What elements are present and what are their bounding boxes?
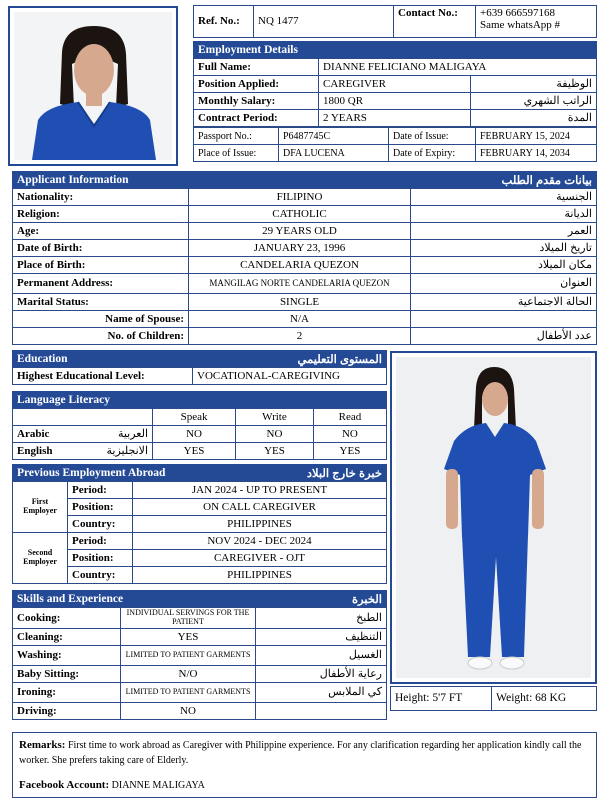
employment-header: Employment Details: [193, 41, 597, 58]
washing-value: LIMITED TO PATIENT GARMENTS: [121, 645, 256, 665]
pob-ar: مكان الميلاد: [411, 257, 597, 274]
driving-value: NO: [121, 702, 256, 719]
remarks-text-line: [19, 738, 590, 768]
marital-ar: الحالة الاجتماعية: [411, 294, 597, 311]
skills-section: [12, 590, 387, 720]
expiry-date-label: Date of Expiry:: [389, 145, 476, 162]
marital-value: SINGLE: [189, 294, 411, 311]
passport-no-label: Passport No.:: [194, 128, 279, 145]
pob-value: CANDELARIA QUEZON: [189, 257, 411, 274]
language-section: [12, 391, 387, 460]
ironing-ar: كي الملابس: [256, 682, 387, 702]
contract-value: 2 YEARS: [319, 110, 471, 127]
first-employer-label: First Employer: [13, 482, 68, 533]
previous-employment-header: Previous Employment Abroad خبرة خارج البلاد: [12, 464, 387, 481]
remarks-text: First time to work abroad as Caregiver with Philippine experience. For any clarification regarding her application kindly call the worker. She prefers taking care of Elderly.: [19, 740, 582, 766]
cleaning-value: YES: [121, 628, 256, 645]
education-section: [12, 350, 387, 385]
remarks-box: [12, 732, 597, 798]
arabic-speak: NO: [153, 426, 236, 443]
cooking-label: Cooking:: [13, 608, 121, 629]
ironing-value: LIMITED TO PATIENT GARMENTS: [121, 682, 256, 702]
position-ar: الوظيفة: [471, 76, 597, 93]
spouse-ar: [411, 311, 597, 328]
ref-value: NQ 1477: [254, 6, 394, 38]
address-label: Permanent Address:: [13, 274, 189, 294]
second-position-label: Position:: [68, 550, 133, 567]
issue-date-label: Date of Issue:: [389, 128, 476, 145]
babysitting-ar: رعاية الأطفال: [256, 665, 387, 682]
arabic-row-label: Arabic العربية: [13, 426, 153, 443]
babysitting-label: Baby Sitting:: [13, 665, 121, 682]
religion-label: Religion:: [13, 206, 189, 223]
salary-value: 1800 QR: [319, 93, 471, 110]
first-country-value: PHILIPPINES: [133, 516, 387, 533]
english-write: YES: [236, 443, 314, 460]
employment-section: [193, 41, 597, 162]
children-value: 2: [189, 328, 411, 345]
second-period-label: Period:: [68, 533, 133, 550]
full-body-photo-frame: [390, 351, 597, 684]
applicant-section: [12, 171, 597, 345]
marital-label: Marital Status:: [13, 294, 189, 311]
children-label: No. of Children:: [13, 328, 189, 345]
first-period-value: JAN 2024 - UP TO PRESENT: [133, 482, 387, 499]
applicant-header: Applicant Information بيانات مقدم الطلب: [12, 171, 597, 188]
facebook-label: Facebook Account:: [19, 779, 110, 792]
first-country-label: Country:: [68, 516, 133, 533]
children-ar: عدد الأطفال: [411, 328, 597, 345]
position-label: Position Applied:: [194, 76, 319, 93]
spouse-label: Name of Spouse:: [13, 311, 189, 328]
pob-label: Place of Birth:: [13, 257, 189, 274]
ironing-label: Ironing:: [13, 682, 121, 702]
portrait-photo-frame: [8, 6, 178, 166]
age-ar: العمر: [411, 223, 597, 240]
nationality-label: Nationality:: [13, 189, 189, 206]
english-row-label: English الانجليزية: [13, 443, 153, 460]
age-label: Age:: [13, 223, 189, 240]
education-value: VOCATIONAL-CAREGIVING: [193, 368, 387, 385]
english-read: YES: [313, 443, 386, 460]
speak-col-header: Speak: [153, 409, 236, 426]
first-period-label: Period:: [68, 482, 133, 499]
cleaning-label: Cleaning:: [13, 628, 121, 645]
cooking-ar: الطبخ: [256, 608, 387, 629]
expiry-date-value: FEBRUARY 14, 2034: [476, 145, 597, 162]
second-employer-label: Second Employer: [13, 533, 68, 584]
driving-ar: [256, 702, 387, 719]
skills-header: Skills and Experience الخبرة: [12, 590, 387, 607]
measurements-box: [390, 686, 597, 711]
contact-note: Same whatsApp #: [480, 19, 561, 32]
english-speak: YES: [153, 443, 236, 460]
second-country-label: Country:: [68, 567, 133, 584]
nationality-ar: الجنسية: [411, 189, 597, 206]
religion-ar: الديانة: [411, 206, 597, 223]
contract-label: Contract Period:: [194, 110, 319, 127]
cleaning-ar: التنظيف: [256, 628, 387, 645]
address-ar: العنوان: [411, 274, 597, 294]
facebook-value: DIANNE MALIGAYA: [111, 780, 205, 792]
first-position-label: Position:: [68, 499, 133, 516]
arabic-write: NO: [236, 426, 314, 443]
previous-employment-section: [12, 464, 387, 584]
place-issue-value: DFA LUCENA: [279, 145, 389, 162]
language-header: Language Literacy: [12, 391, 387, 408]
full-body-image: [396, 357, 591, 678]
washing-label: Washing:: [13, 645, 121, 665]
remarks-label: Remarks:: [19, 739, 66, 751]
babysitting-value: N/O: [121, 665, 256, 682]
contract-ar: المدة: [471, 110, 597, 127]
second-country-value: PHILIPPINES: [133, 567, 387, 584]
portrait-image: [14, 12, 172, 160]
read-col-header: Read: [313, 409, 386, 426]
dob-value: JANUARY 23, 1996: [189, 240, 411, 257]
first-position-value: ON CALL CAREGIVER: [133, 499, 387, 516]
height-value: Height: 5'7 FT: [391, 687, 492, 711]
passport-no-value: P6487745C: [279, 128, 389, 145]
salary-label: Monthly Salary:: [194, 93, 319, 110]
spouse-value: N/A: [189, 311, 411, 328]
salary-ar: الراتب الشهري: [471, 93, 597, 110]
facebook-line: [19, 778, 590, 794]
washing-ar: الغسيل: [256, 645, 387, 665]
ref-label: Ref. No.:: [194, 6, 254, 38]
age-value: 29 YEARS OLD: [189, 223, 411, 240]
contact-label: Contact No.:: [394, 6, 476, 38]
full-name-value: DIANNE FELICIANO MALIGAYA: [319, 59, 597, 76]
dob-ar: تاريخ الميلاد: [411, 240, 597, 257]
driving-label: Driving:: [13, 702, 121, 719]
position-value: CAREGIVER: [319, 76, 471, 93]
full-body-photo: [396, 357, 591, 678]
arabic-read: NO: [313, 426, 386, 443]
cooking-value: INDIVIDUAL SERVINGS FOR THE PATIENT: [121, 608, 256, 629]
nationality-value: FILIPINO: [189, 189, 411, 206]
second-position-value: CAREGIVER - OJT: [133, 550, 387, 567]
dob-label: Date of Birth:: [13, 240, 189, 257]
second-period-value: NOV 2024 - DEC 2024: [133, 533, 387, 550]
address-value: MANGILAG NORTE CANDELARIA QUEZON: [189, 274, 411, 294]
contact-value: +639 666597168: [480, 7, 555, 19]
weight-value: Weight: 68 KG: [492, 687, 597, 711]
place-issue-label: Place of Issue:: [194, 145, 279, 162]
religion-value: CATHOLIC: [189, 206, 411, 223]
write-col-header: Write: [236, 409, 314, 426]
education-label: Highest Educational Level:: [13, 368, 193, 385]
portrait-photo: [14, 12, 172, 160]
issue-date-value: FEBRUARY 15, 2024: [476, 128, 597, 145]
full-name-label: Full Name:: [194, 59, 319, 76]
education-header: Education المستوى التعليمي: [12, 350, 387, 367]
